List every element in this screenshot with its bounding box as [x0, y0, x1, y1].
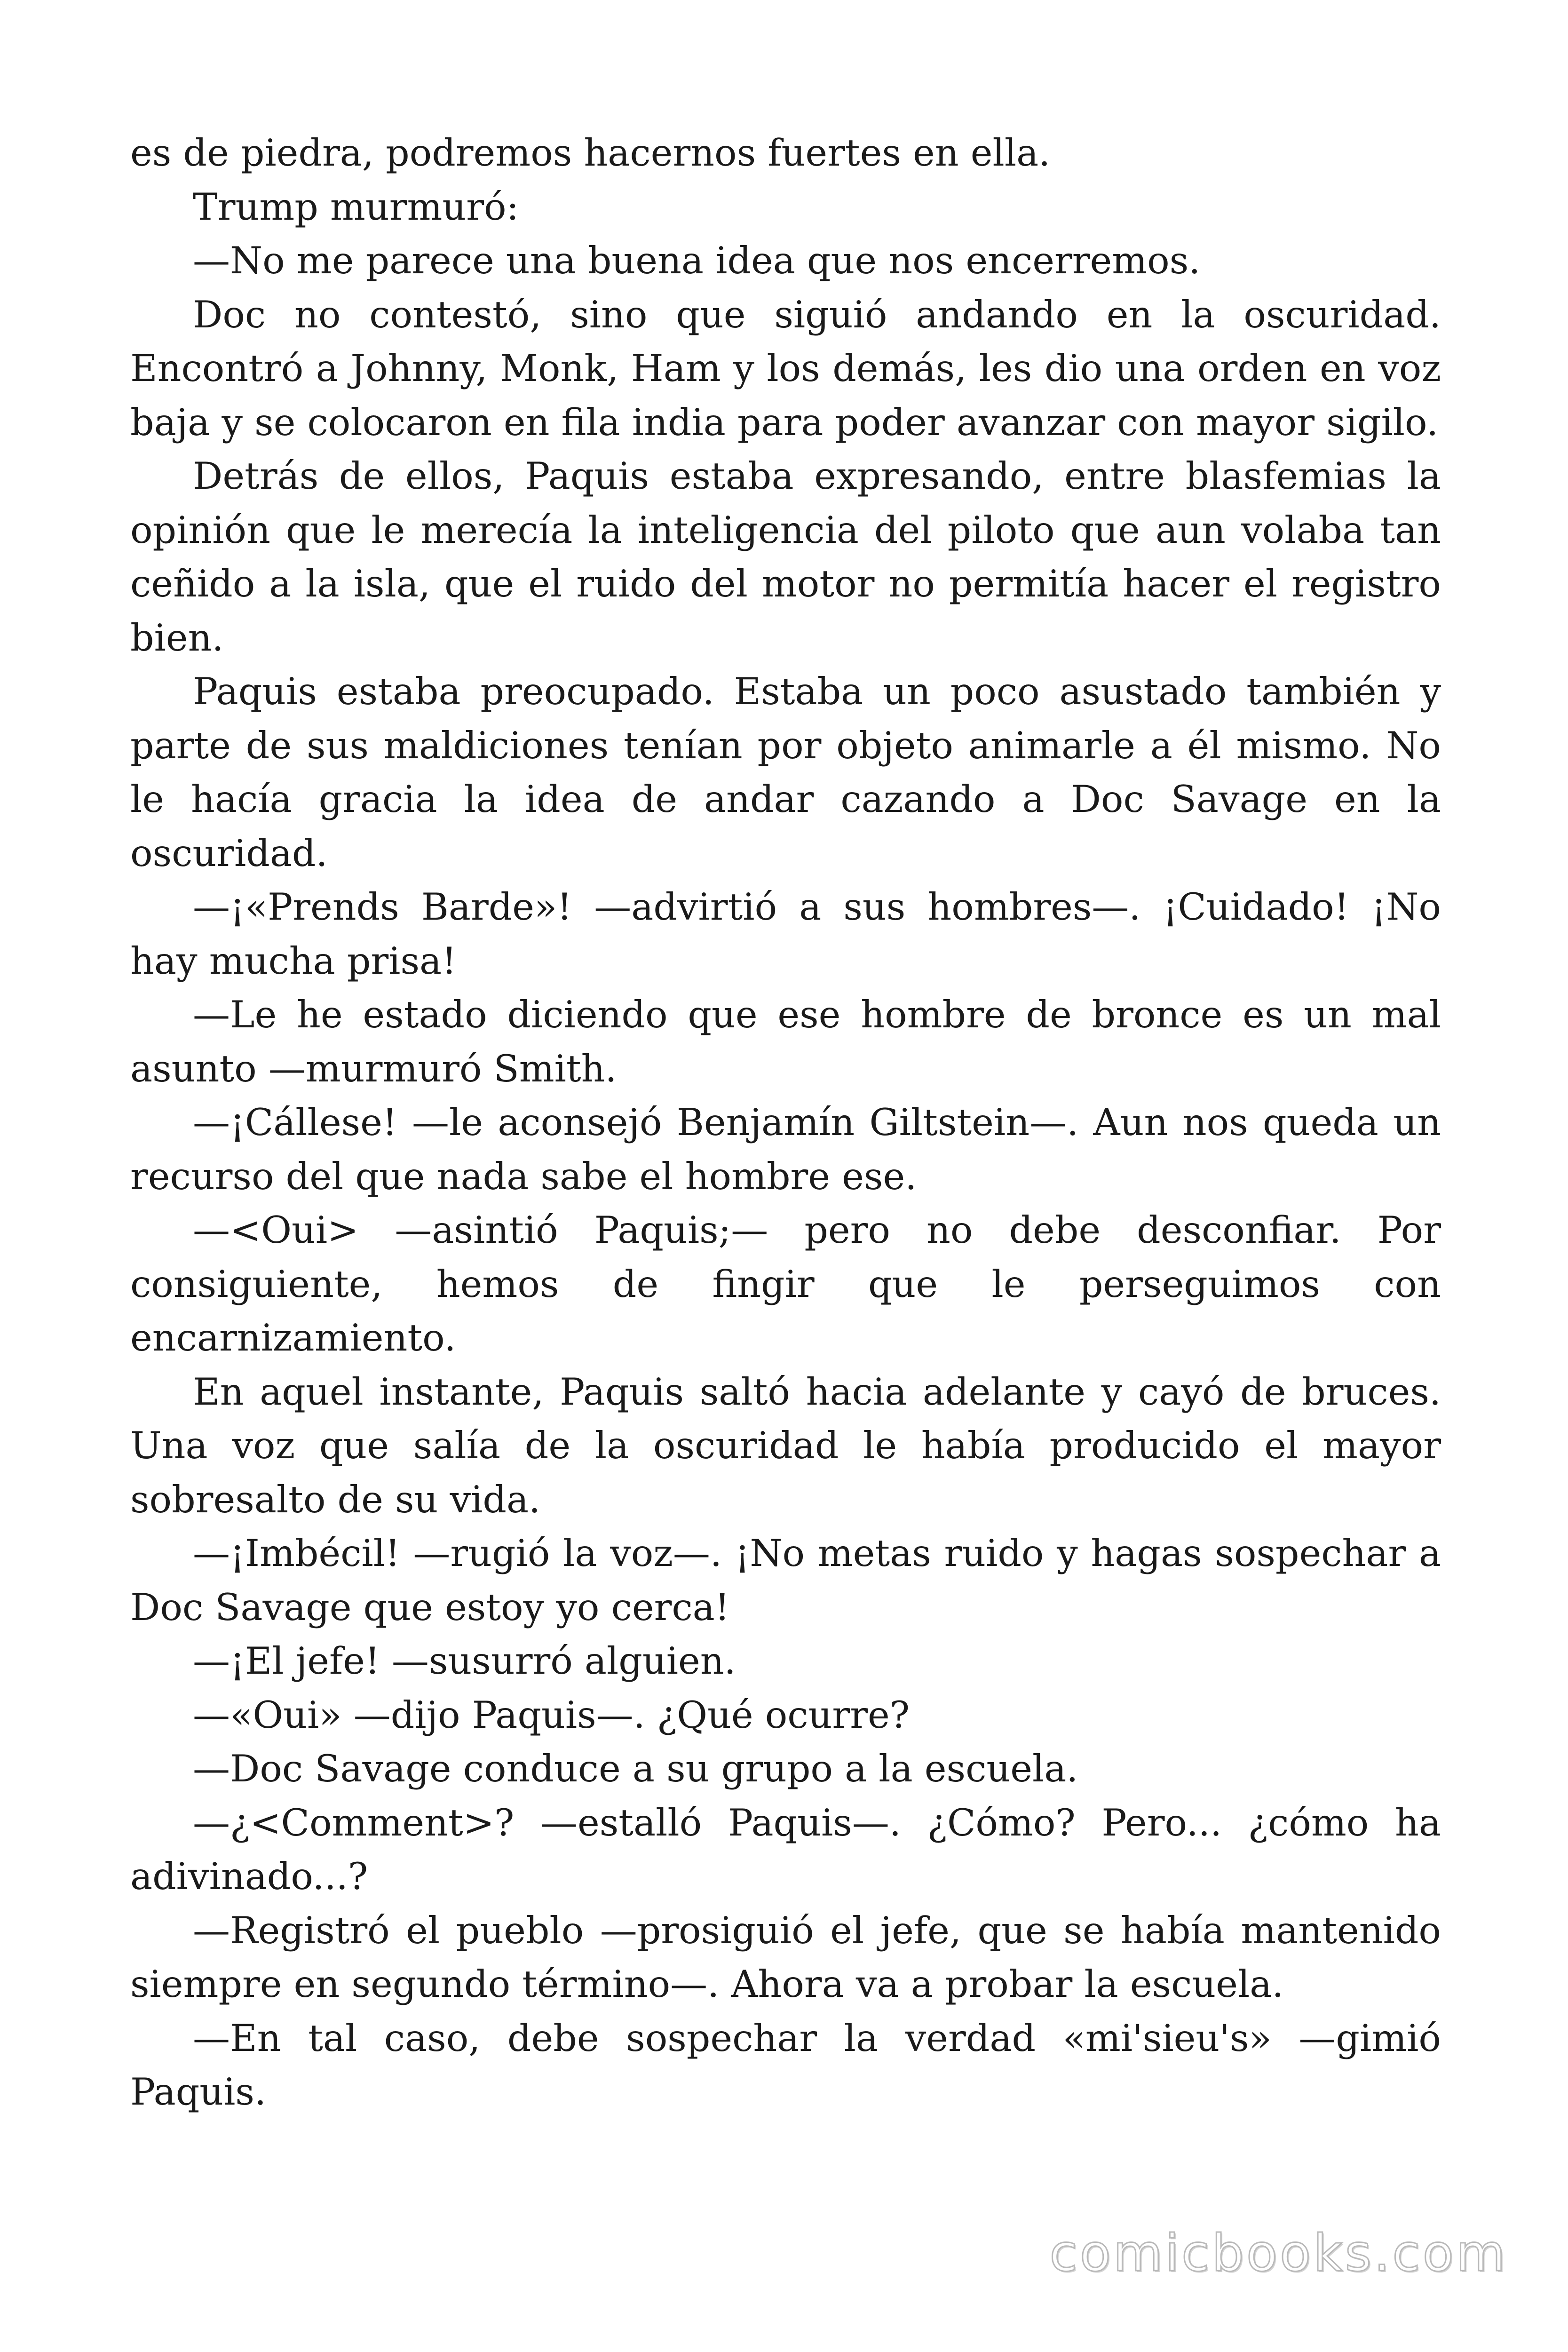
paragraph: —<Oui> —asintió Paquis;— pero no debe desconfiar. Por consiguiente, hemos de fingir que le perseguimos con encarnizamiento. — [130, 1208, 1441, 1359]
paragraph: —Doc Savage conduce a su grupo a la escuela. — [193, 1747, 1078, 1790]
paragraph: —¡Cállese! —le aconsejó Benjamín Giltstein—. Aun nos queda un recurso del que nada sabe el hombre ese. — [130, 1101, 1441, 1198]
paragraph: Doc no contestó, sino que siguió andando en la oscuridad. Encontró a Johnny, Monk, Ham y los demás, les dio una orden en voz baja y se colocaron en fila india para poder avanzar con mayor sigilo. — [130, 293, 1441, 444]
paragraph: —No me parece una buena idea que nos encerremos. — [193, 239, 1201, 282]
paragraph: —¿<Comment>? —estalló Paquis—. ¿Cómo? Pero... ¿cómo ha adivinado...? — [130, 1801, 1441, 1898]
paragraph: —¡El jefe! —susurró alguien. — [193, 1639, 736, 1683]
paragraph: En aquel instante, Paquis saltó hacia adelante y cayó de bruces. Una voz que salía de la oscuridad le había producido el mayor sobresalto de su vida. — [130, 1370, 1441, 1521]
paragraph: Paquis estaba preocupado. Estaba un poco asustado también y parte de sus maldiciones tenían por objeto animarle a él mismo. No le hacía gracia la idea de andar cazando a Doc Savage en la oscuridad. — [130, 670, 1441, 875]
paragraph: —Le he estado diciendo que ese hombre de bronce es un mal asunto —murmuró Smith. — [130, 993, 1441, 1090]
paragraph: —¡Imbécil! —rugió la voz—. ¡No metas ruido y hagas sospechar a Doc Savage que estoy yo cerca! — [130, 1532, 1441, 1629]
paragraph: —¡«Prends Barde»! —advirtió a sus hombres—. ¡Cuidado! ¡No hay mucha prisa! — [130, 885, 1441, 983]
paragraph: —Registró el pueblo —prosiguió el jefe, que se había mantenido siempre en segundo término—. Ahora va a probar la escuela. — [130, 1908, 1441, 2006]
paragraph: —«Oui» —dijo Paquis—. ¿Qué ocurre? — [193, 1693, 910, 1737]
paragraph: Trump murmuró: — [193, 185, 519, 229]
paragraph: es de piedra, podremos hacernos fuertes en ella. — [130, 131, 1051, 175]
page-text — [130, 126, 1441, 2119]
paragraph: Detrás de ellos, Paquis estaba expresando, entre blasfemias la opinión que le merecía la inteligencia del piloto que aun volaba tan ceñido a la isla, que el ruido del motor no permitía hacer el registro bien. — [130, 454, 1441, 660]
paragraph: —En tal caso, debe sospechar la verdad «mi'sieu's» —gimió Paquis. — [130, 2016, 1441, 2114]
watermark: comicbooks.com — [1049, 2224, 1508, 2283]
